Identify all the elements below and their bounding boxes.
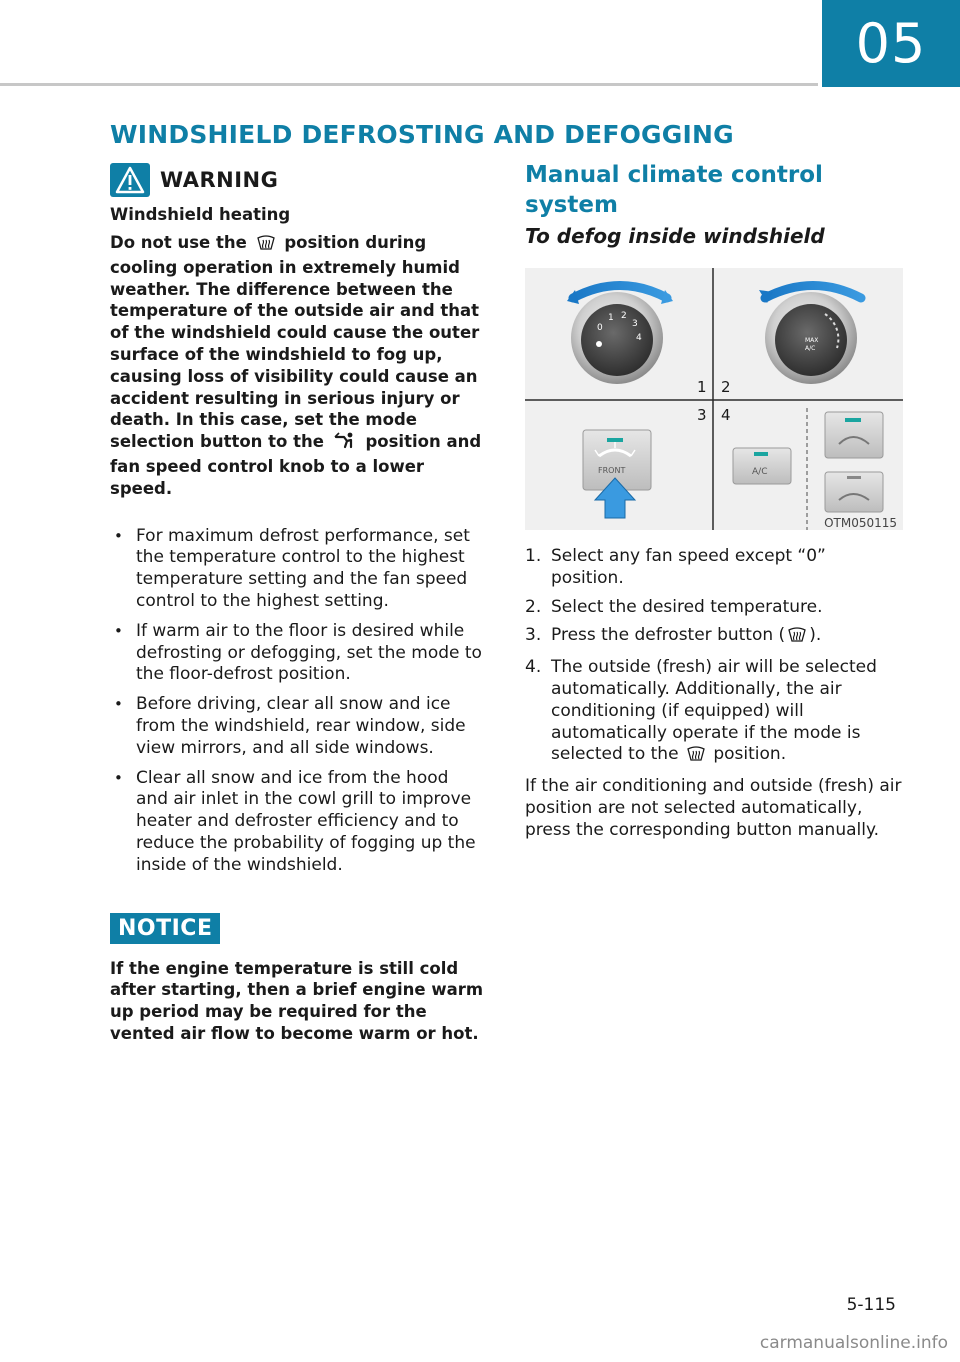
fan-mark-1: 1 xyxy=(608,313,614,323)
left-column xyxy=(110,160,485,1045)
step-number: 2. xyxy=(525,596,542,617)
warning-body-part2: position during cooling operation in extremely humid weather. The difference between the temperature of the outside air and that of the windshield could cause the outer surface of the windshield to fog up, causing loss of visibility could cause an accident resulting in serious injury or death. In this case, set the mode selection button to the xyxy=(110,233,480,452)
list-item: • Clear all snow and ice from the hood and air inlet in the cowl grill to improve heater and defroster efficiency and to reduce the probability of fogging up the inside of the windshield. xyxy=(110,768,485,877)
warning-body-part3: position and fan speed control knob to a lower speed. xyxy=(110,432,482,498)
list-item: • Before driving, clear all snow and ice from the windshield, rear window, side view mirrors, and all side windows. xyxy=(110,694,485,759)
warning-body xyxy=(110,232,485,500)
figure-label-4: 4 xyxy=(721,406,731,424)
step-text: Select the desired temperature. xyxy=(551,596,823,617)
temp-dial-max: MAX xyxy=(805,337,819,344)
subsection-title: Manual climate control system xyxy=(525,162,823,218)
warning-body-part1: Do not use the xyxy=(110,233,247,252)
manual-note: If the air conditioning and outside (fresh) air position are not selected automatically, press the corresponding button manually. xyxy=(525,776,902,840)
list-item xyxy=(525,597,903,619)
defrost-icon xyxy=(787,627,807,650)
climate-control-illustration xyxy=(525,268,903,530)
step-number: 1. xyxy=(525,546,542,566)
climate-control-figure xyxy=(525,268,903,530)
section-title: WINDSHIELD DEFROSTING AND DEFOGGING xyxy=(110,120,734,149)
figure-label-2: 2 xyxy=(721,378,731,396)
chapter-tab xyxy=(822,0,960,87)
chapter-number: 05 xyxy=(855,12,927,75)
figure-label-1: 1 xyxy=(697,378,707,396)
front-button-text: FRONT xyxy=(598,466,626,475)
fan-mark-0: 0 xyxy=(597,323,603,333)
subsection-subtitle: To defog inside windshield xyxy=(525,224,825,248)
page-number: 5-115 xyxy=(846,1295,896,1315)
floor-defrost-mode-icon xyxy=(333,432,357,456)
figure-code: OTM050115 xyxy=(824,516,897,530)
step-text-pre: The outside (fresh) air will be selected automatically. Additionally, the air conditioning (if equipped) will automatically operate if the mode is selected to the xyxy=(551,657,877,765)
list-item: • For maximum defrost performance, set the temperature control to the highest temperature setting and the fan speed control to the highest setting. xyxy=(110,526,485,613)
notice-label: NOTICE xyxy=(110,913,220,944)
list-item xyxy=(525,546,903,590)
list-item: • If warm air to the floor is desired while defrosting or defogging, set the mode to the floor-defrost position. xyxy=(110,621,485,686)
warning-subtitle: Windshield heating xyxy=(110,205,291,224)
fan-mark-2: 2 xyxy=(621,311,627,321)
tips-list xyxy=(110,526,485,877)
list-item xyxy=(525,625,903,650)
fan-mark-4: 4 xyxy=(636,333,642,343)
step-number: 4. xyxy=(525,657,542,678)
list-item xyxy=(525,657,903,769)
step-text: Select any fan speed except “0” position. xyxy=(551,546,826,588)
step-text-pre: Press the defroster button ( xyxy=(551,625,786,646)
step-text-post: ). xyxy=(809,625,822,646)
temp-dial-ac: A/C xyxy=(805,345,816,352)
figure-label-3: 3 xyxy=(697,406,707,424)
watermark: carmanualsonline.info xyxy=(759,1333,948,1353)
fan-mark-3: 3 xyxy=(632,319,638,329)
steps-list xyxy=(525,546,903,769)
defrost-icon xyxy=(256,235,276,257)
step-number: 3. xyxy=(525,625,542,646)
header-rule xyxy=(0,83,818,86)
right-column xyxy=(525,160,903,842)
ac-button-text: A/C xyxy=(752,467,768,477)
defrost-icon xyxy=(686,746,706,769)
warning-header xyxy=(110,160,485,200)
warning-icon xyxy=(110,163,150,197)
notice-body: If the engine temperature is still cold after starting, then a brief engine warm up period may be required for the vented air flow to become warm or hot. xyxy=(110,958,484,1043)
warning-label: WARNING xyxy=(160,168,279,192)
step-text-post: position. xyxy=(713,744,787,765)
